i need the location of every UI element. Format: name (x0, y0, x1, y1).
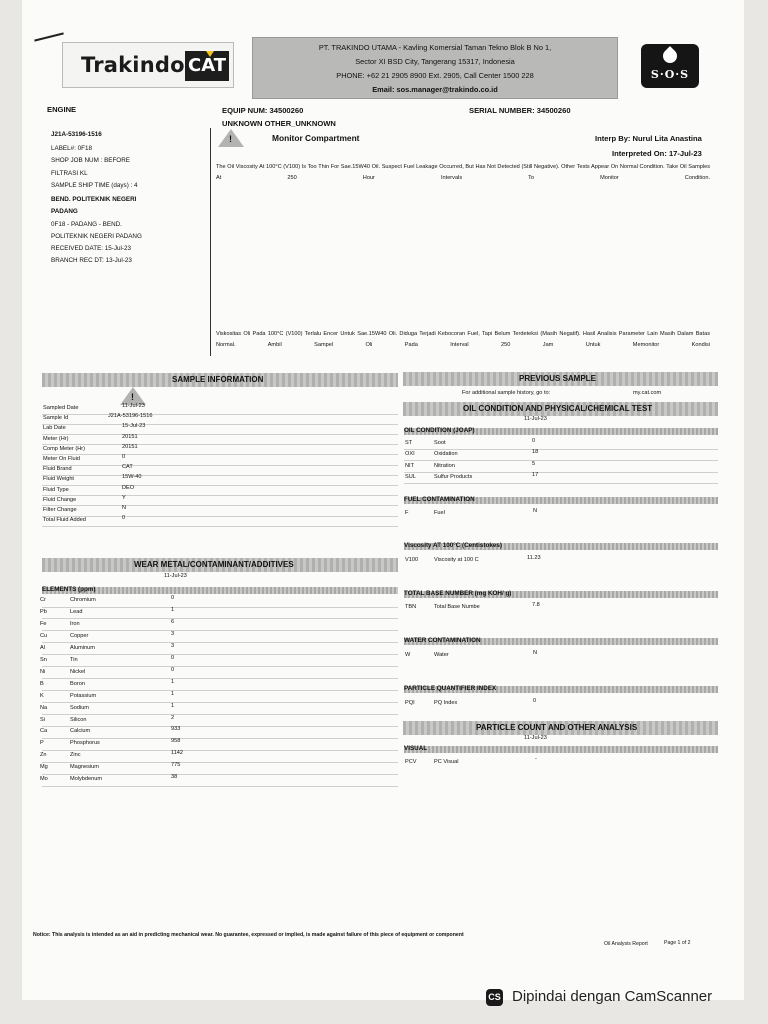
row-divider (404, 483, 718, 484)
particle-count-title: PARTICLE COUNT AND OTHER ANALYSIS (476, 723, 638, 732)
row-divider (404, 460, 718, 461)
address-email: Email: sos.manager@trakindo.co.id (372, 85, 498, 94)
tbn-value: 7.8 (532, 602, 540, 608)
viscosity-subheader (404, 543, 718, 550)
wear-metal-header (42, 558, 398, 572)
sample-info-value: 20151 (122, 433, 138, 440)
camscanner-icon: CS (486, 989, 503, 1006)
sample-info-label: Sample Id (43, 415, 69, 422)
warning-icon (218, 129, 244, 147)
element-value: 933 (171, 726, 181, 733)
element-value: 3 (171, 642, 175, 649)
interpreted-on: Interpreted On: 17-Jul-23 (612, 149, 702, 158)
row-divider (404, 472, 718, 473)
element-value: 38 (171, 774, 178, 781)
row-divider (42, 516, 398, 517)
water-title: WATER CONTAMINATION (404, 637, 481, 644)
viscosity-sym: V100 (405, 557, 419, 563)
address-line: Sector XI BSD City, Tangerang 15317, Indonesia (355, 57, 515, 66)
company-address (252, 37, 618, 99)
sample-info-value: DEO (122, 484, 135, 491)
joap-name: Sulfur Products (434, 473, 473, 480)
element-name: Boron (70, 680, 85, 687)
visual-name: PC Visual (434, 759, 459, 765)
comment-english: The Oil Viscosity At 100°C (V100) Is Too Thin For Sae.15W40 Oil. Suspect Fuel Leakage Occurred, But Has Not Detected (Still Negative). Other Tests Appear On Normal Condition. Take Oil Samples At 250 Hour Intervals To Monitor Condition. (216, 164, 710, 181)
row-divider (42, 526, 398, 527)
visual-title: VISUAL (404, 745, 428, 752)
row-divider (42, 750, 398, 751)
engine-label: ENGINE (47, 105, 77, 114)
fuel-title: FUEL CONTAMINATION (404, 496, 475, 503)
fuel-sym: F (405, 510, 409, 516)
element-symbol: Al (40, 644, 45, 651)
warning-symbol: ! (229, 134, 232, 144)
row-divider (404, 449, 718, 450)
joap-symbol: NIT (405, 462, 415, 469)
previous-sample-title: PREVIOUS SAMPLE (519, 374, 596, 383)
element-symbol: Fe (40, 620, 47, 627)
sample-info-label: Fluid Weight (43, 476, 74, 483)
water-value: N (533, 650, 538, 656)
pqi-name: PQ Index (434, 700, 458, 706)
element-name: Calcium (70, 728, 91, 735)
sample-info-label: Filter Change (43, 507, 77, 513)
sample-job-id: J21A-53196-1516 (51, 131, 102, 138)
visual-sym: PCV (405, 759, 417, 765)
element-symbol: Mo (40, 776, 48, 783)
element-name: Nickel (70, 668, 86, 675)
sample-info-value: Y (122, 494, 126, 501)
row-divider (42, 630, 398, 631)
row-divider (42, 774, 398, 775)
particle-count-header (403, 721, 718, 735)
element-symbol: Si (40, 716, 45, 723)
sample-info-value: J21A-53196-1516 (108, 413, 153, 420)
joap-value: 18 (532, 449, 539, 456)
pqi-sym: PQI (405, 700, 415, 706)
element-symbol: P (40, 740, 44, 747)
element-name: Magnesium (70, 764, 99, 771)
branch-received-date: BRANCH REC DT: 13-Jul-23 (51, 257, 132, 264)
element-symbol: Cr (40, 597, 46, 603)
element-name: Lead (70, 608, 83, 615)
joap-symbol: SUL (405, 473, 416, 480)
element-value: 775 (171, 762, 181, 769)
element-symbol: K (40, 692, 44, 699)
sample-info-value: N (122, 505, 127, 511)
sample-info-value: 0 (122, 515, 126, 522)
fuel-value: N (533, 508, 538, 514)
interpreted-by: Interp By: Nurul Lita Anastina (595, 134, 702, 143)
element-symbol: Zn (40, 752, 47, 759)
sample-info-value: 0 (122, 454, 126, 460)
joap-value: 0 (532, 438, 536, 444)
element-name: Aluminum (70, 644, 95, 651)
wear-metal-date: 11-Jul-23 (164, 573, 187, 579)
element-value: 1 (171, 678, 175, 685)
element-symbol: Sn (40, 656, 47, 663)
visual-subheader (404, 746, 718, 753)
row-divider (42, 786, 398, 787)
sample-info-label: Sampled Date (43, 405, 79, 411)
element-value: 0 (171, 654, 175, 661)
wear-metal-title: WEAR METAL/CONTAMINANT/ADDITIVES (134, 560, 294, 569)
visual-value: - (535, 756, 537, 762)
camscanner-watermark (475, 983, 745, 1013)
customer-address-2: POLITEKNIK NEGERI PADANG (51, 233, 142, 240)
joap-symbol: OXI (405, 451, 415, 458)
row-divider (42, 454, 398, 455)
row-divider (42, 414, 398, 415)
sample-info-label: Total Fluid Added (43, 517, 86, 524)
water-sym: W (405, 652, 411, 658)
received-date: RECEIVED DATE: 15-Jul-23 (51, 245, 132, 252)
water-name: Water (434, 652, 449, 658)
element-name: Copper (70, 632, 89, 639)
joap-title: OIL CONDITION (JOAP) (404, 427, 475, 434)
row-divider (42, 642, 398, 643)
viscosity-value: 11.23 (527, 555, 541, 561)
element-value: 2 (171, 714, 175, 721)
water-subheader (404, 638, 718, 645)
row-divider (42, 762, 398, 763)
sample-info-label: Meter On Fluid (43, 456, 80, 462)
sos-logo (641, 44, 699, 88)
comment-indonesian: Viskositas Oli Pada 100°C (V100) Terlalu Encer Untuk Sae.15W40 Oli. Diduga Terjadi Kebocoran Fuel, Tapi Belum Terdeteksi (Masih Negatif). Hasil Analisis Parameter Lain Masih Dalam Batas Normal. Ambil Sampel Oli Pada Interval 250 Jam Untuk Memonitor Kondisi (216, 331, 710, 348)
sample-info-title: SAMPLE INFORMATION (172, 375, 264, 384)
cat-triangle-icon (206, 51, 214, 57)
element-name: Tin (70, 656, 78, 663)
element-symbol: Ni (40, 668, 46, 675)
trakindo-logo (62, 42, 234, 88)
sample-info-label: Fluid Type (43, 486, 69, 493)
element-value: 0 (171, 595, 175, 601)
sample-ship-time: SAMPLE SHIP TIME (days) : 4 (51, 182, 138, 189)
tbn-name: Total Base Numbe (434, 604, 480, 610)
row-divider (42, 714, 398, 715)
pqi-subheader (404, 686, 718, 693)
sample-info-label: Fluid Change (43, 496, 77, 503)
row-divider (42, 444, 398, 445)
row-divider (42, 465, 398, 466)
customer-name: BEND. POLITEKNIK NEGERI (51, 196, 137, 203)
row-divider (42, 726, 398, 727)
row-divider (42, 702, 398, 703)
element-name: Phosphorus (70, 740, 100, 747)
label-number: LABEL#: 0F18 (51, 145, 92, 152)
joap-value: 5 (532, 460, 536, 467)
logo-text: Trakindo (81, 53, 185, 77)
row-divider (42, 690, 398, 691)
row-divider (42, 505, 398, 506)
element-value: 3 (171, 630, 175, 637)
history-note: For additional sample history, go to: (462, 390, 551, 396)
fuel-subheader (404, 497, 718, 504)
row-divider (42, 738, 398, 739)
address-line: PT. TRAKINDO UTAMA - Kavling Komersial Taman Tekno Blok B No 1, (318, 43, 552, 52)
pqi-value: 0 (533, 698, 537, 704)
report-name: Oil Analysis Report (604, 941, 648, 947)
sos-text: S·O·S (650, 68, 690, 81)
row-divider (42, 434, 398, 435)
warning-symbol: ! (131, 392, 134, 402)
element-name: Silicon (70, 716, 87, 723)
row-divider (42, 485, 398, 486)
sample-info-value: CAT (122, 464, 133, 471)
footer-notice: Notice: This analysis is intended as an aid in predicting mechanical wear. No guarantee, expressed or implied, is made against failure of this piece of equipment or component (33, 932, 464, 938)
shop-job-num: SHOP JOB NUM : BEFORE (51, 157, 130, 164)
customer-address: 0F18 - PADANG - BEND. (51, 221, 122, 228)
sample-info-value: 15-Jul-23 (122, 423, 146, 430)
sample-info-label: Comp Meter (Hr) (43, 445, 85, 452)
compartment-title: Monitor Compartment (272, 133, 360, 143)
previous-sample-header (403, 372, 718, 386)
camscanner-text: Dipindai dengan CamScanner (512, 988, 713, 1005)
element-value: 958 (171, 738, 181, 745)
joap-symbol: ST (405, 440, 413, 446)
joap-name: Nitration (434, 462, 455, 469)
row-divider (42, 618, 398, 619)
elements-subheader (42, 587, 398, 594)
tbn-sym: TBN (405, 604, 417, 610)
particle-count-date: 11-Jul-23 (524, 735, 547, 741)
element-name: Zinc (70, 752, 81, 759)
sample-info-value: 20151 (122, 443, 138, 450)
tbn-title: TOTAL BASE NUMBER (mg KOH/ g) (404, 590, 512, 597)
sample-info-value: 11-Jul-23 (122, 403, 145, 409)
oil-condition-title: OIL CONDITION AND PHYSICAL/CHEMICAL TEST (463, 404, 653, 413)
serial-number: SERIAL NUMBER: 34500260 (469, 106, 571, 115)
element-name: Sodium (70, 704, 89, 711)
joap-name: Oxidation (434, 451, 458, 458)
joap-subheader (404, 428, 718, 435)
element-symbol: Pb (40, 608, 47, 615)
element-symbol: B (40, 680, 44, 687)
element-value: 0 (171, 666, 175, 673)
element-name: Potassium (70, 692, 97, 699)
oil-condition-header (403, 402, 718, 416)
cat-logo: CAT (185, 51, 229, 81)
sample-info-value: 15W-40 (122, 474, 142, 481)
fuel-name: Fuel (434, 510, 445, 516)
element-symbol: Na (40, 704, 48, 711)
viscosity-name: Viscosity at 100 C (434, 557, 479, 563)
history-url[interactable]: my.cat.com (633, 390, 662, 396)
row-divider (42, 475, 398, 476)
sample-info-label: Meter (Hr) (43, 435, 69, 442)
element-value: 1 (171, 690, 175, 697)
element-name: Iron (70, 620, 80, 627)
row-divider (42, 654, 398, 655)
page-number: Page 1 of 2 (664, 940, 691, 946)
row-divider (42, 495, 398, 496)
equip-num: EQUIP NUM: 34500260 (222, 106, 304, 115)
pqi-title: PARTICLE QUANTIFIER INDEX (404, 685, 497, 692)
address-line: PHONE: +62 21 2905 8900 Ext. 2905, Call Center 1500 228 (336, 71, 534, 80)
sample-info-label: Lab Date (43, 425, 66, 432)
joap-value: 17 (532, 471, 539, 478)
element-name: Chromium (70, 597, 96, 603)
unknown-model: UNKNOWN OTHER_UNKNOWN (222, 119, 336, 128)
oil-condition-date: 11-Jul-23 (524, 416, 547, 422)
row-divider (42, 678, 398, 679)
divider-line (210, 128, 211, 356)
element-symbol: Ca (40, 728, 48, 735)
viscosity-title: Viscosity AT 100°C (Centistokes) (404, 542, 502, 549)
element-symbol: Cu (40, 632, 48, 639)
filtrasi: FILTRASI KL (51, 170, 88, 177)
element-value: 6 (171, 618, 175, 625)
element-value: 1 (171, 702, 175, 709)
element-name: Molybdenum (70, 776, 103, 783)
row-divider (42, 424, 398, 425)
customer-name-2: PADANG (51, 208, 78, 215)
element-value: 1 (171, 606, 175, 613)
sample-info-header (42, 373, 398, 387)
row-divider (42, 666, 398, 667)
element-value: 1142 (171, 750, 184, 757)
joap-name: Soot (434, 440, 446, 446)
element-symbol: Mg (40, 764, 48, 771)
oil-drop-icon (660, 46, 680, 66)
sample-info-label: Fluid Brand (43, 466, 72, 473)
row-divider (42, 607, 398, 608)
tbn-subheader (404, 591, 718, 598)
elements-title: ELEMENTS (ppm) (42, 586, 96, 593)
